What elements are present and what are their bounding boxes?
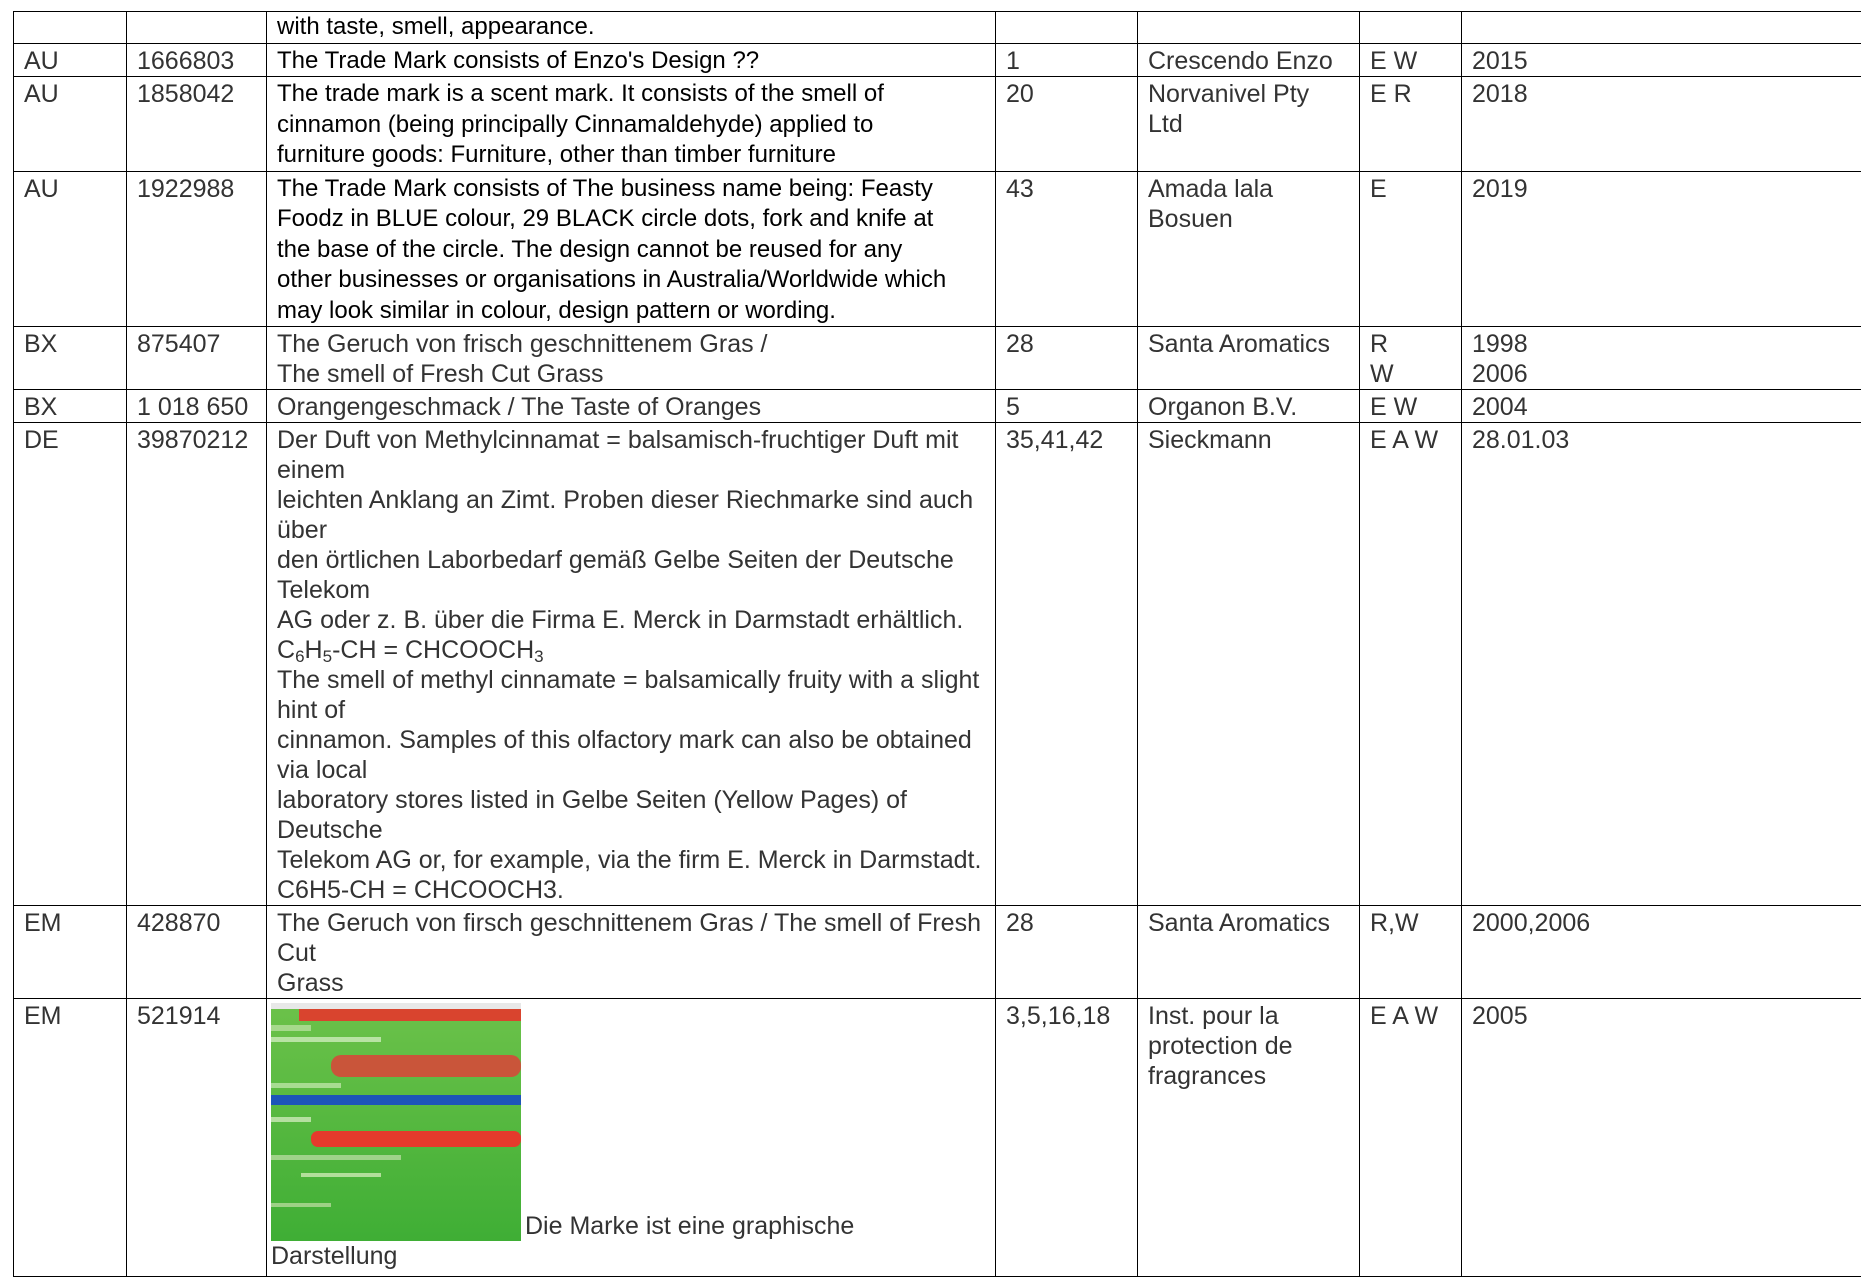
cell-text: 43: [1006, 175, 1034, 203]
formula-text: H: [305, 636, 323, 664]
classes-cell: [996, 12, 1138, 44]
cell-text: AU: [24, 80, 59, 108]
cell-text: E W: [1370, 46, 1451, 76]
cell-text: E W: [1370, 392, 1451, 422]
cell-text: R,W: [1370, 908, 1451, 938]
description-cell: [267, 423, 996, 906]
cell-text: 28.01.03: [1472, 425, 1853, 455]
table-row: [14, 77, 1861, 172]
graphic-mark-image: [271, 1003, 521, 1241]
table-row: [14, 906, 1861, 999]
table-row: [14, 999, 1861, 1277]
cell-text: 2015: [1472, 46, 1853, 76]
classes-cell: [996, 77, 1138, 172]
owner-cell: [1138, 77, 1360, 172]
table-row: [14, 327, 1861, 390]
country-cell: [14, 999, 127, 1277]
cell-text: 1922988: [137, 175, 234, 203]
classes-cell: [996, 423, 1138, 906]
cell-text: leichten Anklang an Zimt. Proben dieser Riechmarke sind auch über: [277, 485, 985, 545]
status-cell: [1360, 12, 1462, 44]
cell-text: EM: [24, 909, 62, 937]
status-cell: [1360, 999, 1462, 1277]
trademark-table: [13, 11, 1861, 1277]
cell-text: R: [1370, 329, 1451, 359]
country-cell: [14, 327, 127, 390]
cell-text: Santa Aromatics: [1148, 908, 1349, 938]
table-row: [14, 390, 1861, 423]
status-cell: [1360, 906, 1462, 999]
cell-text: Der Duft von Methylcinnamat = balsamisch-fruchtiger Duft mit einem: [277, 425, 985, 485]
cell-text: Crescendo Enzo: [1148, 46, 1349, 76]
table-row: [14, 423, 1861, 906]
formula-subscript: 5: [323, 647, 332, 666]
cell-text: 2019: [1472, 174, 1853, 204]
cell-text: Norvanivel Pty Ltd: [1148, 79, 1349, 139]
cell-text: Die Marke ist eine graphische Darstellung: [271, 1212, 854, 1270]
registration-number-cell: [127, 999, 267, 1277]
classes-cell: [996, 390, 1138, 423]
cell-text: 3,5,16,18: [1006, 1002, 1110, 1030]
cell-text: 2000,2006: [1472, 908, 1853, 938]
owner-cell: [1138, 43, 1360, 77]
cell-text: 521914: [137, 1002, 220, 1030]
cell-text: E R: [1370, 79, 1451, 109]
registration-number-cell: [127, 43, 267, 77]
year-cell: [1462, 999, 1861, 1277]
cell-text: EM: [24, 1002, 62, 1030]
cell-text: 39870212: [137, 426, 248, 454]
country-cell: [14, 43, 127, 77]
classes-cell: [996, 43, 1138, 77]
cell-text: The Geruch von frisch geschnittenem Gras /: [277, 329, 985, 359]
year-cell: [1462, 171, 1861, 327]
classes-cell: [996, 327, 1138, 390]
country-cell: [14, 12, 127, 44]
cell-text: with taste, smell, appearance.: [277, 12, 985, 43]
table-row: [14, 171, 1861, 327]
country-cell: [14, 390, 127, 423]
chemical-formula: [277, 635, 985, 665]
cell-text: other businesses or organisations in Australia/Worldwide which: [277, 265, 985, 296]
cell-text: The trade mark is a scent mark. It consists of the smell of: [277, 79, 985, 110]
cell-text: 5: [1006, 393, 1020, 421]
description-cell: [267, 390, 996, 423]
cell-text: Orangengeschmack / The Taste of Oranges: [277, 392, 985, 422]
table-row: [14, 43, 1861, 77]
description-cell: [267, 77, 996, 172]
country-cell: [14, 77, 127, 172]
description-cell: [267, 906, 996, 999]
cell-text: 1 018 650: [137, 393, 248, 421]
cell-text: E: [1370, 174, 1451, 204]
cell-text: 1858042: [137, 80, 234, 108]
owner-cell: [1138, 171, 1360, 327]
cell-text: 1: [1006, 47, 1020, 75]
classes-cell: [996, 906, 1138, 999]
cell-text: AU: [24, 47, 59, 75]
cell-text: 428870: [137, 909, 220, 937]
cell-text: The smell of Fresh Cut Grass: [277, 359, 985, 389]
cell-text: E A W: [1370, 1001, 1451, 1031]
cell-text: 875407: [137, 330, 220, 358]
country-cell: [14, 171, 127, 327]
year-cell: [1462, 390, 1861, 423]
table-row: [14, 12, 1861, 44]
cell-text: 1998: [1472, 329, 1853, 359]
registration-number-cell: [127, 906, 267, 999]
cell-text: 20: [1006, 80, 1034, 108]
owner-cell: [1138, 327, 1360, 390]
cell-text: cinnamon (being principally Cinnamaldehyde) applied to: [277, 110, 985, 141]
classes-cell: [996, 999, 1138, 1277]
cell-text: Santa Aromatics: [1148, 329, 1349, 359]
registration-number-cell: [127, 390, 267, 423]
cell-text: laboratory stores listed in Gelbe Seiten (Yellow Pages) of Deutsche: [277, 785, 985, 845]
owner-cell: [1138, 423, 1360, 906]
cell-text: 2004: [1472, 392, 1853, 422]
cell-text: 2018: [1472, 79, 1853, 109]
owner-cell: [1138, 390, 1360, 423]
status-cell: [1360, 43, 1462, 77]
status-cell: [1360, 327, 1462, 390]
year-cell: [1462, 43, 1861, 77]
cell-text: W: [1370, 359, 1451, 389]
year-cell: [1462, 327, 1861, 390]
description-cell: [267, 43, 996, 77]
year-cell: [1462, 12, 1861, 44]
cell-text: BX: [24, 330, 57, 358]
description-cell: [267, 12, 996, 44]
country-cell: [14, 906, 127, 999]
cell-text: fragrances: [1148, 1061, 1349, 1091]
description-cell: [267, 327, 996, 390]
cell-text: The Trade Mark consists of Enzo's Design ??: [277, 46, 985, 77]
cell-text: furniture goods: Furniture, other than timber furniture: [277, 140, 985, 171]
cell-text: 1666803: [137, 47, 234, 75]
formula-subscript: 3: [534, 647, 543, 666]
cell-text: Foodz in BLUE colour, 29 BLACK circle dots, fork and knife at: [277, 204, 985, 235]
status-cell: [1360, 171, 1462, 327]
year-cell: [1462, 906, 1861, 999]
year-cell: [1462, 423, 1861, 906]
cell-text: 2005: [1472, 1001, 1853, 1031]
cell-text: den örtlichen Laborbedarf gemäß Gelbe Seiten der Deutsche Telekom: [277, 545, 985, 605]
cell-text: Inst. pour la: [1148, 1001, 1349, 1031]
registration-number-cell: [127, 327, 267, 390]
status-cell: [1360, 423, 1462, 906]
cell-text: 35,41,42: [1006, 426, 1103, 454]
description-cell: [267, 999, 996, 1277]
cell-text: 28: [1006, 909, 1034, 937]
cell-text: AU: [24, 175, 59, 203]
formula-text: C: [277, 636, 295, 664]
status-cell: [1360, 390, 1462, 423]
status-cell: [1360, 77, 1462, 172]
cell-text: The Geruch von firsch geschnittenem Gras / The smell of Fresh Cut: [277, 908, 985, 968]
cell-text: Grass: [277, 968, 985, 998]
cell-text: 28: [1006, 330, 1034, 358]
cell-text: Telekom AG or, for example, via the firm E. Merck in Darmstadt.: [277, 845, 985, 875]
owner-cell: [1138, 999, 1360, 1277]
cell-text: protection de: [1148, 1031, 1349, 1061]
cell-text: The Trade Mark consists of The business name being: Feasty: [277, 174, 985, 205]
cell-text: Amada lala Bosuen: [1148, 174, 1349, 234]
cell-text: Organon B.V.: [1148, 392, 1349, 422]
year-cell: [1462, 77, 1861, 172]
cell-text: cinnamon. Samples of this olfactory mark can also be obtained via local: [277, 725, 985, 785]
description-cell: [267, 171, 996, 327]
cell-text: BX: [24, 393, 57, 421]
cell-text: E A W: [1370, 425, 1451, 455]
cell-text: 2006: [1472, 359, 1853, 389]
classes-cell: [996, 171, 1138, 327]
cell-text: C6H5-CH = CHCOOCH3.: [277, 875, 985, 905]
cell-text: The smell of methyl cinnamate = balsamically fruity with a slight hint of: [277, 665, 985, 725]
country-cell: [14, 423, 127, 906]
registration-number-cell: [127, 77, 267, 172]
cell-text: the base of the circle. The design cannot be reused for any: [277, 235, 985, 266]
formula-text: -CH = CHCOOCH: [332, 636, 534, 664]
formula-subscript: 6: [295, 647, 304, 666]
cell-text: AG oder z. B. über die Firma E. Merck in Darmstadt erhältlich.: [277, 605, 985, 635]
owner-cell: [1138, 12, 1360, 44]
cell-text: DE: [24, 426, 59, 454]
registration-number-cell: [127, 171, 267, 327]
registration-number-cell: [127, 12, 267, 44]
owner-cell: [1138, 906, 1360, 999]
registration-number-cell: [127, 423, 267, 906]
cell-text: may look similar in colour, design pattern or wording.: [277, 296, 985, 327]
cell-text: Sieckmann: [1148, 425, 1349, 455]
